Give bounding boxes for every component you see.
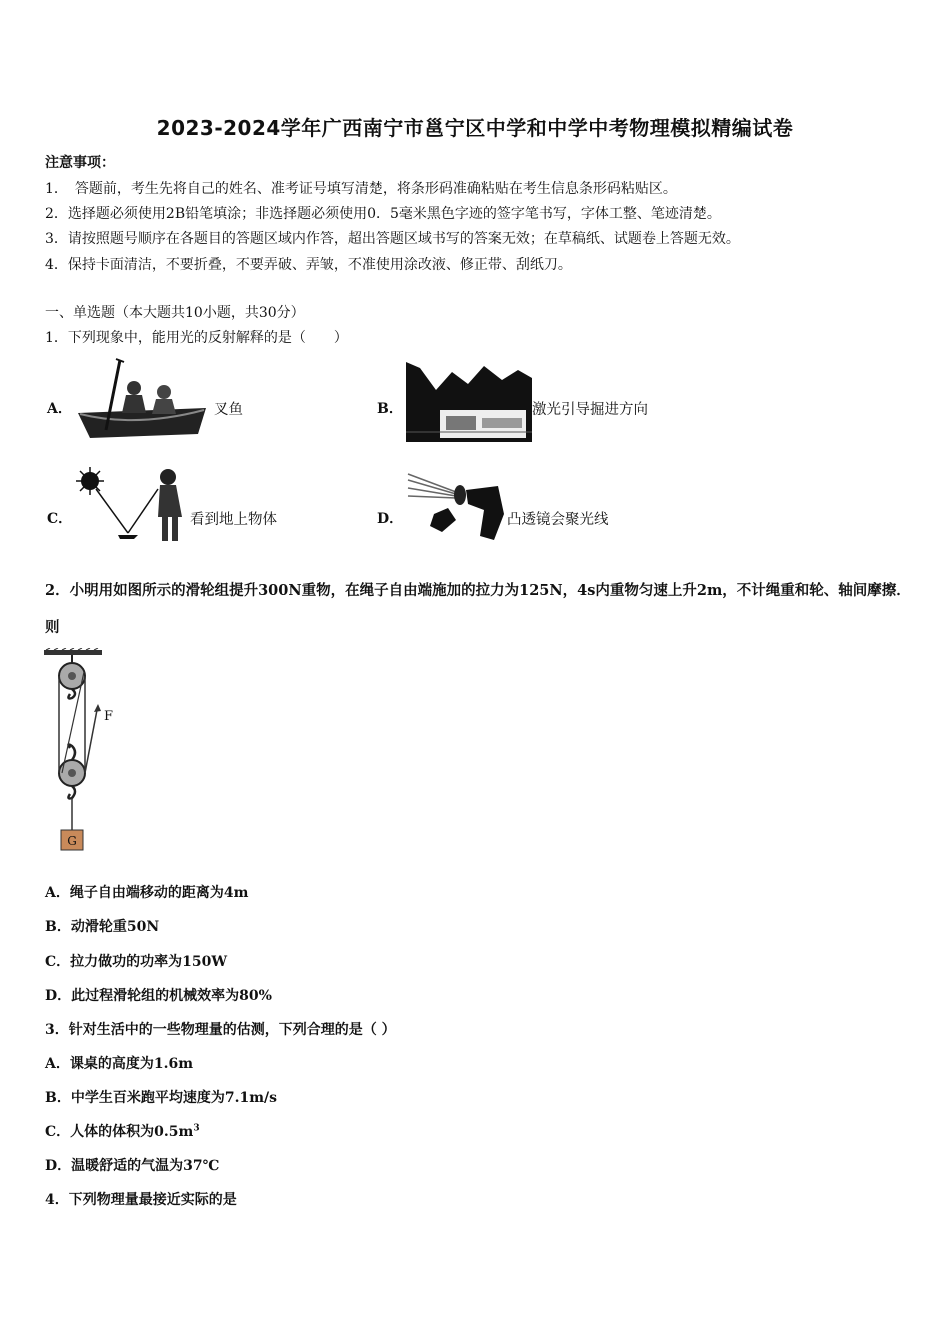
- q1-option-c-letter: C．: [47, 511, 73, 527]
- notice-heading: 注意事项：: [45, 155, 115, 171]
- pulley-system-diagram: [40, 648, 130, 858]
- q3-option-c-superscript: 3: [193, 1123, 200, 1134]
- q1-stem: 1．下列现象中，能用光的反射解释的是（ ）: [45, 330, 348, 346]
- q3-option-c: [45, 1121, 200, 1141]
- notice-item: 1． 答题前，考生先将自己的姓名、准考证号填写清楚，将条形码准确粘贴在考生信息条形码粘贴区。: [45, 181, 677, 197]
- q3-option-d: D．温暖舒适的气温为37℃: [45, 1158, 220, 1174]
- page-title: 2023-2024学年广西南宁市邕宁区中学和中学中考物理模拟精编试卷: [156, 116, 794, 140]
- q3-option-a: A．课桌的高度为1.6m: [45, 1056, 194, 1072]
- force-label: F: [104, 709, 114, 724]
- tunnel-laser-image: [406, 362, 532, 442]
- q2-option-b: B．动滑轮重50N: [45, 919, 160, 935]
- q1-option-a-letter: A．: [47, 401, 72, 417]
- notice-item: 4．保持卡面清洁，不要折叠，不要弄破、弄皱，不准使用涂改液、修正带、刮纸刀。: [45, 257, 572, 273]
- section-heading: 一、单选题（本大题共10小题，共30分）: [45, 305, 305, 321]
- q1-option-b-letter: B．: [377, 401, 403, 417]
- q2-option-c: C．拉力做功的功率为150W: [45, 954, 228, 970]
- fishing-boat-image: [76, 358, 214, 440]
- q1-option-d-letter: D．: [377, 511, 404, 527]
- q1-option-b-text: 激光引导掘进方向: [532, 402, 648, 418]
- weight-label: G: [67, 834, 77, 848]
- q1-option-a-text: 叉鱼: [214, 402, 243, 418]
- q4-stem: 4．下列物理量最接近实际的是: [45, 1192, 237, 1208]
- q2-stem: 2．小明用如图所示的滑轮组提升300N重物，在绳子自由端施加的拉力为125N，4s内重物匀速上升2m，不计绳重和轮、轴间摩擦．则: [45, 582, 911, 636]
- q3-option-b: B．中学生百米跑平均速度为7.1m/s: [45, 1090, 277, 1106]
- q1-option-c-text: 看到地上物体: [190, 512, 277, 528]
- q2-option-d: D．此过程滑轮组的机械效率为80%: [45, 988, 272, 1004]
- notice-item: 2．选择题必须使用2B铅笔填涂；非选择题必须使用0．5毫米黑色字迹的签字笔书写，字体工整、笔迹清楚。: [45, 206, 721, 222]
- convex-lens-image: [406, 470, 506, 544]
- notice-item: 3．请按照题号顺序在各题目的答题区域内作答，超出答题区域书写的答案无效；在草稿纸、试题卷上答题无效。: [45, 231, 740, 247]
- q3-stem: 3．针对生活中的一些物理量的估测，下列合理的是（ ）: [45, 1022, 396, 1038]
- q1-option-d-text: 凸透镜会聚光线: [507, 512, 609, 528]
- q2-option-a: A．绳子自由端移动的距离为4m: [45, 885, 249, 901]
- q3-option-c-text: C．人体的体积为0.5m: [45, 1124, 194, 1140]
- see-object-image: [76, 465, 188, 545]
